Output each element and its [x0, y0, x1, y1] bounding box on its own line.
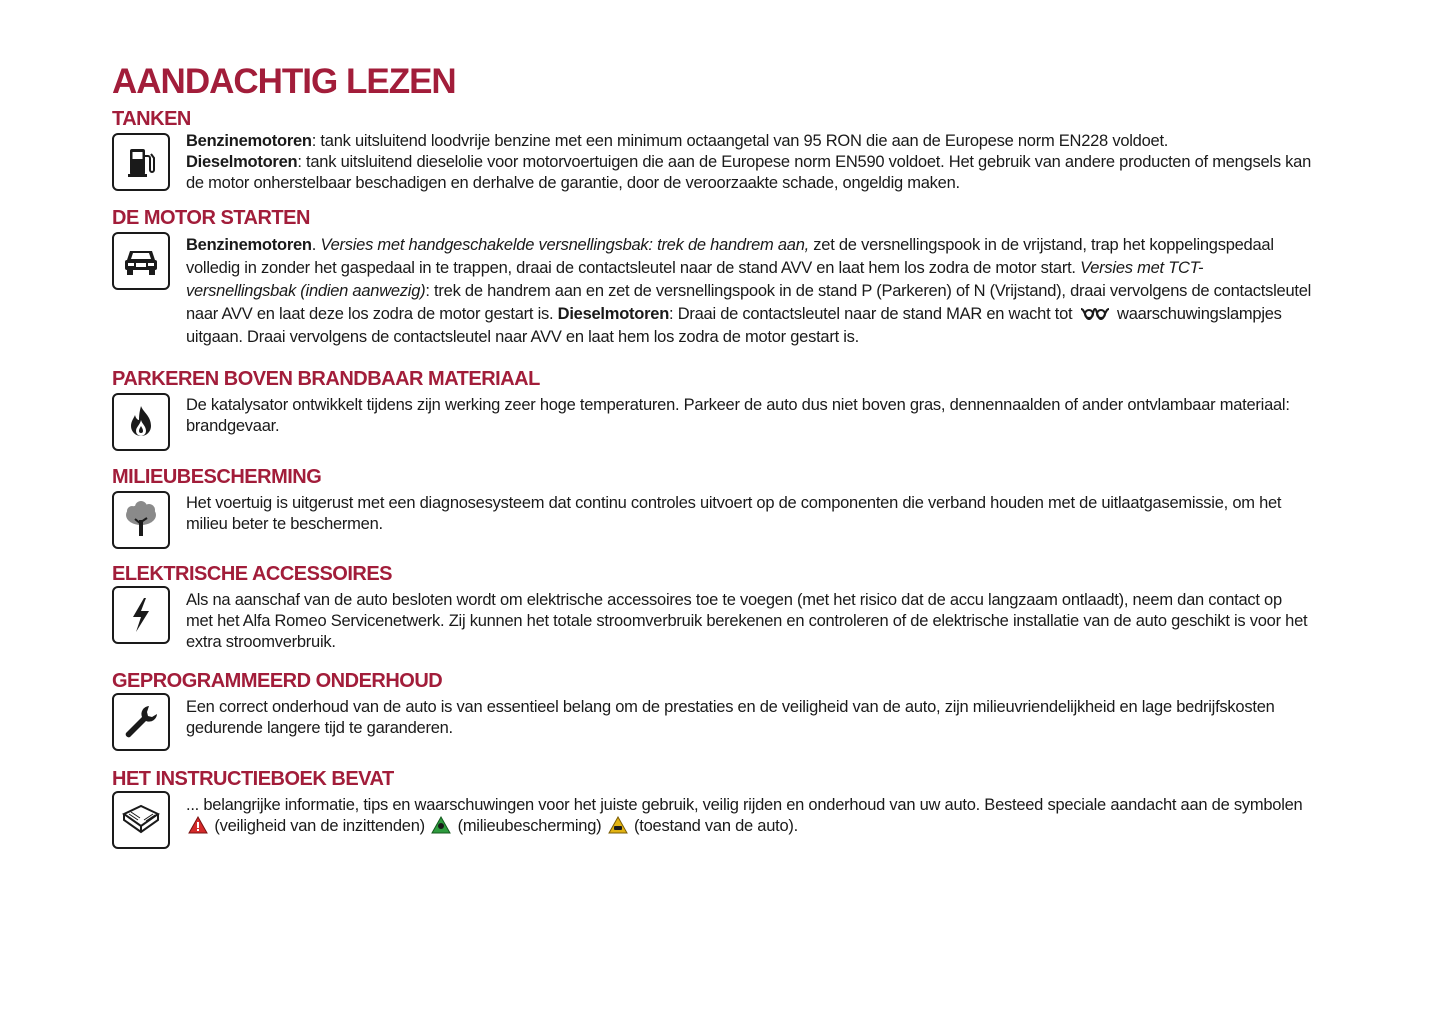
section-heading: ELEKTRISCHE ACCESSOIRES	[112, 563, 393, 585]
section-instructieboek	[112, 767, 1312, 837]
open-book-icon	[112, 791, 170, 849]
text-span: .	[311, 236, 321, 254]
lightning-icon	[112, 586, 170, 644]
section-motor-starten	[112, 206, 1312, 349]
text-span: : trek de handrem aan en zet de versnellingspook in de stand P (Parkeren) of N (Vrijstand), draai vervolgens de contactsleutel naar AVV en laat deze los zodra de motor gestart is.	[186, 282, 1312, 323]
section-heading: TANKEN	[112, 108, 191, 130]
text-italic: Versies met TCT-versnellingsbak (indien aanwezig)	[186, 259, 1204, 300]
section-text: Een correct onderhoud van de auto is van essentieel belang om de prestaties en de veiligheid van de auto, zijn milieuvriendelijkheid en lage bedrijfskosten gedurende langere tijd te garanderen.	[186, 698, 1275, 737]
section-parkeren	[112, 367, 1312, 437]
section-text	[186, 795, 1312, 837]
warning-green-icon	[431, 816, 451, 834]
text-span: : Draai de contactsleutel naar de stand MAR en wacht tot	[669, 305, 1073, 323]
page-title: AANDACHTIG LEZEN	[112, 62, 456, 101]
section-heading: PARKEREN BOVEN BRANDBAAR MATERIAAL	[112, 368, 540, 390]
section-milieubescherming	[112, 465, 1312, 535]
section-text: Als na aanschaf van de auto besloten wordt om elektrische accessoires toe te voegen (met het risico dat de accu langzaam ontlaadt), neem dan contact op met het Alfa Romeo Servicenetwerk. Zij kunnen het totale stroomverbruik berekenen en controleren of de elektrische installatie van de auto geschikt is voor het extra stroomverbruik.	[186, 591, 1308, 651]
section-text	[186, 131, 1312, 194]
text-span: : tank uitsluitend loodvrije benzine met een minimum octaangetal van 95 RON die aan de Europese norm EN228 voldoet.	[311, 132, 1169, 150]
section-heading: GEPROGRAMMEERD ONDERHOUD	[112, 670, 443, 692]
fuel-pump-icon	[112, 133, 170, 191]
section-heading: MILIEUBESCHERMING	[112, 466, 322, 488]
text-span: (milieubescherming)	[453, 817, 602, 835]
section-heading: DE MOTOR STARTEN	[112, 207, 310, 229]
section-text: De katalysator ontwikkelt tijdens zijn werking zeer hoge temperaturen. Parkeer de auto dus niet boven gras, dennennaalden of ander ontvlambaar materiaal: brandgevaar.	[186, 396, 1290, 435]
section-text: Het voertuig is uitgerust met een diagnosesysteem dat continu controles uitvoert op de componenten die verband houden met de uitlaatgasemissie, om het milieu beter te beschermen.	[186, 494, 1282, 533]
section-heading: HET INSTRUCTIEBOEK BEVAT	[112, 768, 394, 790]
flame-icon	[112, 393, 170, 451]
text-span: waarschuwingslampjes uitgaan. Draai vervolgens de contactsleutel naar AVV en laat hem los zodra de motor gestart is.	[186, 305, 1282, 346]
section-text	[186, 234, 1312, 349]
text-span: (toestand van de auto).	[629, 817, 798, 835]
text-span: zet de versnellingspook in de vrijstand, trap het koppelingspedaal volledig in zonder het gaspedaal in te trappen, draai de contactsleutel naar de stand AVV en laat hem los zodra de motor start.	[186, 236, 1274, 277]
text-italic: Versies met handgeschakelde versnellingsbak: trek de handrem aan,	[320, 236, 809, 254]
text-span: (veiligheid van de inzittenden)	[210, 817, 425, 835]
car-icon	[112, 232, 170, 290]
section-geprogrammeerd-onderhoud	[112, 669, 1312, 739]
wrench-icon	[112, 693, 170, 751]
text-bold: Benzinemotoren	[186, 132, 312, 150]
text-span: : tank uitsluitend dieselolie voor motorvoertuigen die aan de Europese norm EN590 voldoet. Het gebruik van andere producten of mengsels kan de motor onherstelbaar beschadigen en derhalve de garantie, door de veroorzaakte schade, ongeldig maken.	[186, 153, 1312, 192]
text-bold: Dieselmotoren	[557, 305, 670, 323]
tree-icon	[112, 491, 170, 549]
section-tanken	[112, 107, 1312, 194]
section-elektrische-accessoires	[112, 562, 1312, 653]
warning-yellow-icon	[608, 816, 628, 834]
text-bold: Dieselmotoren	[186, 153, 298, 171]
text-bold: Benzinemotoren	[186, 236, 312, 254]
glow-plug-icon	[1079, 306, 1111, 322]
text-span: ... belangrijke informatie, tips en waarschuwingen voor het juiste gebruik, veilig rijden en onderhoud van uw auto. Besteed speciale aandacht aan de symbolen	[186, 796, 1303, 814]
warning-red-icon	[188, 816, 208, 834]
